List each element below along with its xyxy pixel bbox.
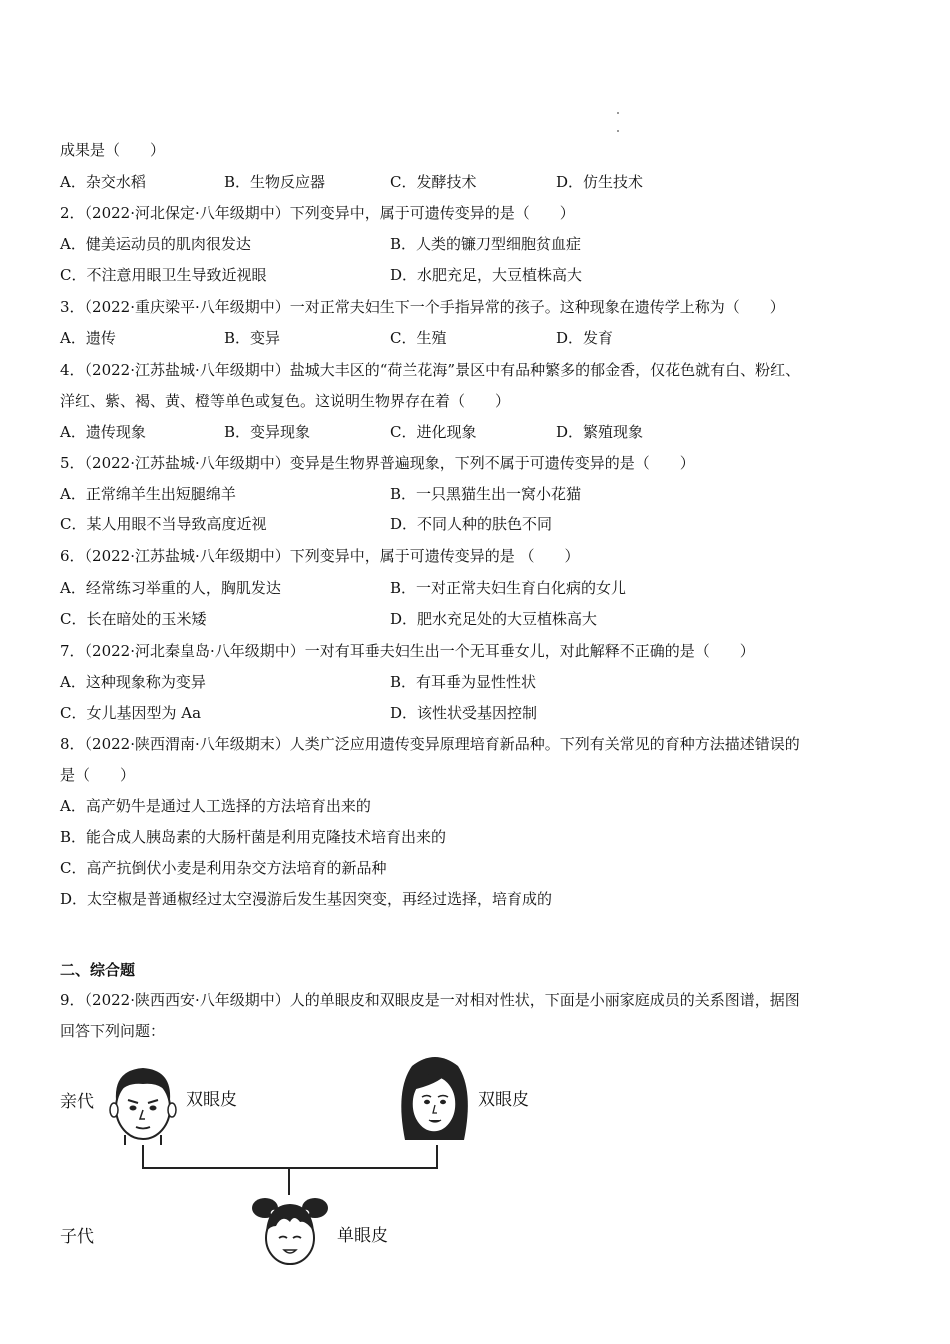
option-a: A．遗传	[60, 329, 116, 347]
option-d: D．该性状受基因控制	[390, 704, 538, 722]
question-stem: 洋红、紫、褐、黄、橙等单色或复色。这说明生物界存在着（ ）	[60, 392, 511, 410]
mother-trait-label: 双眼皮	[478, 1090, 529, 1110]
option-c: C．某人用眼不当导致高度近视	[60, 515, 267, 533]
option-c: C．女儿基因型为 Aa	[60, 704, 202, 722]
option-d: D．发育	[556, 329, 614, 347]
option-b: B．变异	[224, 329, 281, 347]
option-a: A．这种现象称为变异	[60, 673, 206, 691]
option-c: C．长在暗处的玉米矮	[60, 610, 207, 628]
option-c: C．生殖	[390, 329, 447, 347]
question-stem: 6．（2022·江苏盐城·八年级期中）下列变异中，属于可遗传变异的是 （ ）	[60, 547, 580, 565]
child-face-icon	[252, 1198, 328, 1264]
option-d: D．不同人种的肤色不同	[390, 515, 553, 533]
option-a: A．正常绵羊生出短腿绵羊	[60, 485, 236, 503]
option-b: B．变异现象	[224, 423, 311, 441]
option-a: A．杂交水稻	[60, 173, 146, 191]
option-d: D．仿生技术	[556, 173, 644, 191]
question-stem: 2．（2022·河北保定·八年级期中）下列变异中，属于可遗传变异的是（ ）	[60, 204, 575, 222]
question-stem: 7．（2022·河北秦皇岛·八年级期中）一对有耳垂夫妇生出一个无耳垂女儿，对此解释不正确的是（ ）	[60, 642, 755, 660]
option-a: A．遗传现象	[60, 423, 146, 441]
option-b: B．人类的镰刀型细胞贫血症	[390, 235, 582, 253]
option-a: A．健美运动员的肌肉很发达	[60, 235, 251, 253]
father-trait-label: 双眼皮	[186, 1090, 237, 1110]
option-b: B．一对正常夫妇生育白化病的女儿	[390, 579, 627, 597]
option-b: B．一只黑猫生出一窝小花猫	[390, 485, 582, 503]
father-face-icon	[110, 1068, 176, 1145]
child-generation-label: 子代	[60, 1227, 94, 1247]
option-d: D．繁殖现象	[556, 423, 644, 441]
question-stem: 9．（2022·陕西西安·八年级期中）人的单眼皮和双眼皮是一对相对性状，下面是小丽家庭成员的关系图谱，据图	[60, 991, 800, 1009]
question-stem: 5．（2022·江苏盐城·八年级期中）变异是生物界普遍现象，下列不属于可遗传变异的是（ ）	[60, 454, 695, 472]
child-trait-label: 单眼皮	[337, 1226, 388, 1246]
option-c: C．发酵技术	[390, 173, 477, 191]
option-a: A．高产奶牛是通过人工选择的方法培育出来的	[60, 797, 371, 815]
option-b: B．有耳垂为显性性状	[390, 673, 537, 691]
option-c: C．高产抗倒伏小麦是利用杂交方法培育的新品种	[60, 859, 387, 877]
option-b: B．生物反应器	[224, 173, 326, 191]
question-stem: 8．（2022·陕西渭南·八年级期末）人类广泛应用遗传变异原理培育新品种。下列有关常见的育种方法描述错误的	[60, 735, 800, 753]
option-a: A．经常练习举重的人，胸肌发达	[60, 579, 281, 597]
option-b: B．能合成人胰岛素的大肠杆菌是利用克隆技术培育出来的	[60, 828, 447, 846]
question-stem: 3．（2022·重庆梁平·八年级期中）一对正常夫妇生下一个手指异常的孩子。这种现象在遗传学上称为（ ）	[60, 298, 785, 316]
option-c: C．不注意用眼卫生导致近视眼	[60, 266, 267, 284]
mother-face-icon	[401, 1057, 468, 1140]
option-d: D．太空椒是普通椒经过太空漫游后发生基因突变，再经过选择，培育成的	[60, 890, 553, 908]
question-stem: 回答下列问题：	[60, 1022, 166, 1040]
question-stem: 是（ ）	[60, 766, 136, 784]
question-continuation: 成果是（ ）	[60, 141, 166, 159]
option-c: C．进化现象	[390, 423, 477, 441]
option-d: D．水肥充足，大豆植株高大	[390, 266, 583, 284]
section-heading: 二、综合题	[60, 961, 136, 979]
parent-generation-label: 亲代	[60, 1092, 94, 1112]
question-stem: 4．（2022·江苏盐城·八年级期中）盐城大丰区的“荷兰花海”景区中有品种繁多的郁金香，仅花色就有白、粉红、	[60, 361, 801, 379]
option-d: D．肥水充足处的大豆植株高大	[390, 610, 598, 628]
